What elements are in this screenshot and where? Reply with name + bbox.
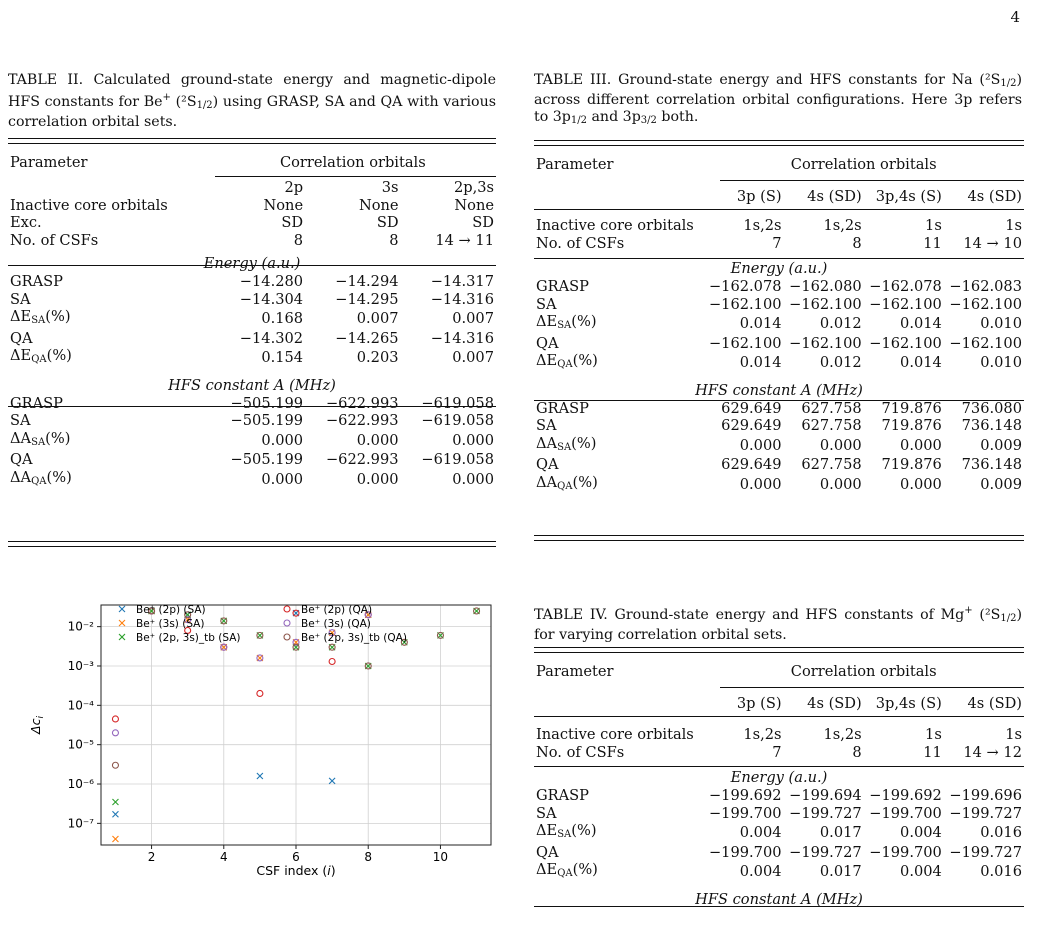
row-label: No. of CSFs bbox=[536, 234, 625, 252]
col-header: 4s (SD) bbox=[807, 695, 862, 713]
legend-marker bbox=[284, 620, 290, 626]
table2-top-rule bbox=[8, 138, 496, 144]
row-label: $\Delta E_{SA}(\%)$ bbox=[10, 308, 71, 326]
row-label: $\Delta E_{QA}(\%)$ bbox=[536, 352, 598, 370]
col-header: 3p,4s (S) bbox=[875, 695, 942, 713]
col-header: 2p,3s bbox=[453, 179, 494, 196]
data-point bbox=[112, 799, 118, 805]
legend-entry: Be⁺ (3s) (QA) bbox=[301, 618, 371, 630]
header-group: Correlation orbitals bbox=[279, 154, 426, 172]
page-number: 4 bbox=[1010, 8, 1020, 26]
data-point bbox=[112, 762, 118, 768]
header-group: Correlation orbitals bbox=[790, 663, 937, 681]
row-label: SA bbox=[536, 295, 557, 313]
table2-bottom-rule bbox=[8, 541, 496, 547]
y-tick-label: 10⁻⁴ bbox=[67, 698, 94, 713]
row-label: SA bbox=[10, 290, 31, 308]
x-tick-label: 6 bbox=[292, 850, 300, 864]
header-param: Parameter bbox=[536, 663, 614, 681]
row-label: $\Delta A_{SA}(\%)$ bbox=[10, 429, 71, 448]
table2-caption: TABLE II. Calculated ground-state energy and magnetic-dipole HFS constants for Be+ $(^2S_{1/2})$ using GRASP, SA and QA with various correlation orbital sets. bbox=[8, 72, 497, 130]
y-tick-label: 10⁻⁶ bbox=[67, 777, 94, 792]
hfs-section-title: HFS constant A (MHz) bbox=[695, 890, 863, 908]
data-point bbox=[257, 773, 263, 779]
data-point bbox=[112, 716, 118, 722]
row-label: $\Delta A_{QA}(\%)$ bbox=[536, 473, 598, 492]
data-point bbox=[112, 730, 118, 736]
x-tick-label: 4 bbox=[219, 850, 228, 864]
legend-entry: Be⁺ (3s) (SA) bbox=[136, 618, 205, 630]
col-header: 3p (S) bbox=[736, 188, 782, 206]
y-tick-label: 10⁻⁷ bbox=[67, 816, 94, 831]
y-tick-label: 10⁻⁵ bbox=[67, 737, 94, 752]
row-label: GRASP bbox=[536, 278, 590, 295]
col-header: 3p (S) bbox=[736, 695, 782, 713]
x-tick-label: 2 bbox=[147, 850, 156, 864]
row-label: $\Delta A_{SA}(\%)$ bbox=[536, 434, 597, 453]
legend-marker bbox=[284, 606, 290, 612]
row-label: QA bbox=[10, 451, 33, 468]
table3-caption: TABLE III. Ground-state energy and HFS constants for Na $(^2S_{1/2})$ across different correlation orbital configurations. Here 3p refers to $3p_{1/2}$ and $3p_{3/2}$ both. bbox=[534, 72, 1022, 126]
row-label: $\Delta E_{SA}(\%)$ bbox=[536, 313, 597, 331]
legend-marker bbox=[119, 634, 125, 640]
legend-marker bbox=[119, 620, 125, 626]
row-label: Inactive core orbitals bbox=[536, 217, 694, 234]
col-header: 4s (SD) bbox=[807, 188, 862, 206]
legend-entry: Be⁺ (2p) (SA) bbox=[136, 604, 206, 616]
hfs-section-title: HFS constant A (MHz) bbox=[168, 376, 336, 394]
row-label: $\Delta A_{QA}(\%)$ bbox=[10, 468, 72, 487]
header-group: Correlation orbitals bbox=[790, 156, 937, 174]
data-point bbox=[112, 836, 118, 842]
y-tick-label: 10⁻³ bbox=[67, 658, 94, 673]
energy-section-title: Energy (a.u.) bbox=[730, 259, 828, 277]
row-label: QA bbox=[10, 329, 33, 347]
legend-entry: Be⁺ (2p, 3s)_tb (QA) bbox=[301, 632, 407, 644]
row-label: $\Delta E_{QA}(\%)$ bbox=[10, 347, 72, 365]
energy-section-title: Energy (a.u.) bbox=[730, 768, 828, 786]
table4-top-rule bbox=[534, 647, 1024, 653]
legend-entry: Be⁺ (2p) (QA) bbox=[301, 604, 373, 616]
table3: Parameter Correlation orbitals 3p (S) 4s (SD) 3p,4s (S) 4s (SD) Inactive core orbitals 1s,2s 1s,2s 1s 1s No. of CSFs 7 8 11 14 → 10 Energy (a.u.) GRASP −162.078 −162.080 −162.078 −162.083 SA −162.100 −162.100 −162.100 −162.100 $\Delta E_{SA}(\%)$ 0.014 0.012 0.014 0.010 QA −162.100 −162.100 −162.100 −162.100 $\Delta E_{QA}(\%)$ 0.014 0.012 0.014 0.010 HFS constant A (MHz) GRASP 629.649 627.758 719.876 736.080 SA 629.649 627.758 719.876 736.148 $\Delta A_{SA}(\%)$ 0.000 0.000 0.000 0.009 QA 629.649 627.758 719.876 736.148 $\Delta A_{QA}(\%)$ 0.000 0.000 0.000 0.009 bbox=[534, 147, 1024, 495]
row-label: SA bbox=[10, 412, 31, 429]
row-label: GRASP bbox=[10, 394, 64, 412]
data-point bbox=[257, 690, 263, 696]
row-label: GRASP bbox=[10, 273, 64, 290]
col-header: 4s (SD) bbox=[967, 695, 1022, 713]
data-point bbox=[329, 778, 335, 784]
row-label: No. of CSFs bbox=[536, 743, 625, 761]
row-label: SA bbox=[536, 417, 557, 434]
row-label: $\Delta E_{QA}(\%)$ bbox=[536, 861, 598, 879]
col-header: 3p,4s (S) bbox=[875, 188, 942, 206]
row-label: QA bbox=[536, 456, 559, 473]
x-tick-label: 10 bbox=[432, 850, 449, 864]
y-tick-label: 10⁻² bbox=[67, 619, 94, 634]
table3-bottom-rule bbox=[534, 535, 1024, 541]
x-tick-label: 8 bbox=[364, 850, 373, 864]
col-header: 3s bbox=[381, 179, 399, 196]
legend-marker bbox=[284, 634, 290, 640]
table4: Parameter Correlation orbitals 3p (S) 4s (SD) 3p,4s (S) 4s (SD) Inactive core orbitals 1s,2s 1s,2s 1s 1s No. of CSFs 7 8 11 14 → 12 Energy (a.u.) GRASP −199.692 −199.694 −199.692 −199.696 SA −199.700 −199.727 −199.700 −199.727 $\Delta E_{SA}(\%)$ 0.004 0.017 0.004 0.016 QA −199.700 −199.727 −199.700 −199.727 $\Delta E_{QA}(\%)$ 0.004 0.017 0.004 0.016 HFS constant A (MHz) bbox=[534, 654, 1024, 909]
x-axis-label: CSF index (i) bbox=[256, 863, 336, 878]
row-label: GRASP bbox=[536, 787, 590, 804]
table2: Parameter Correlation orbitals 2p 3s 2p,3s Inactive core orbitals None None None Exc. SD SD SD No. of CSFs 8 8 14 → 11 Energy (a.u.) GRASP −14.280 −14.294 −14.317 SA −14.304 −14.295 −14.316 $\Delta E_{SA}(\%)$ 0.168 0.007 0.007 QA −14.302 −14.265 −14.316 $\Delta E_{QA}(\%)$ 0.154 0.203 0.007 HFS constant A (MHz) GRASP −505.199 −622.993 −619.058 SA −505.199 −622.993 −619.058 $\Delta A_{SA}(\%)$ 0.000 0.000 0.000 QA −505.199 −622.993 −619.058 $\Delta A_{QA}(\%)$ 0.000 0.000 0.000 bbox=[8, 147, 496, 490]
row-label: QA bbox=[536, 843, 559, 861]
data-point bbox=[112, 811, 118, 817]
row-label: QA bbox=[536, 334, 559, 352]
table3-top-rule bbox=[534, 140, 1024, 146]
header-param: Parameter bbox=[536, 156, 614, 174]
row-label: Inactive core orbitals bbox=[10, 196, 168, 214]
row-label: GRASP bbox=[536, 399, 590, 417]
row-label: Exc. bbox=[10, 214, 42, 231]
row-label: No. of CSFs bbox=[10, 231, 99, 249]
legend-marker bbox=[119, 606, 125, 612]
col-header: 4s (SD) bbox=[967, 188, 1022, 206]
hfs-section-title: HFS constant A (MHz) bbox=[695, 381, 863, 399]
header-param: Parameter bbox=[10, 154, 88, 172]
col-header: 2p bbox=[284, 179, 304, 196]
row-label: Inactive core orbitals bbox=[536, 726, 694, 743]
row-label: $\Delta E_{SA}(\%)$ bbox=[536, 822, 597, 840]
y-axis-label: $\Delta c_i$ bbox=[28, 716, 46, 734]
row-label: SA bbox=[536, 804, 557, 822]
data-point bbox=[329, 659, 335, 665]
table4-caption: TABLE IV. Ground-state energy and HFS constants of Mg+ $(^2S_{1/2})$ for varying correlation orbital sets. bbox=[534, 605, 1022, 643]
legend-entry: Be⁺ (2p, 3s)_tb (SA) bbox=[136, 632, 241, 644]
energy-section-title: Energy (a.u.) bbox=[203, 254, 301, 272]
delta-c-scatter-chart bbox=[22, 585, 492, 935]
